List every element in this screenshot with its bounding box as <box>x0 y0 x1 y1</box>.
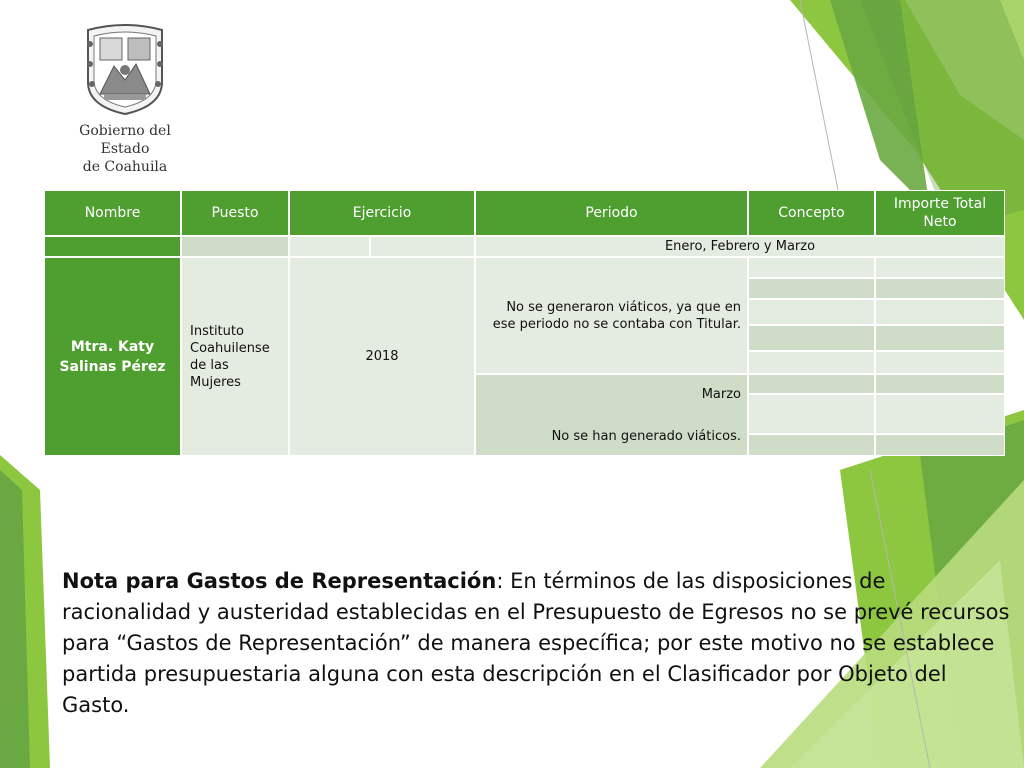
period-row-puesto-cell <box>181 236 289 257</box>
fiscal-year: 2018 <box>289 257 475 456</box>
government-logo <box>60 24 190 176</box>
importe-cell <box>875 278 1005 299</box>
period-note-2: No se han generado viáticos. <box>551 429 741 444</box>
representation-expenses-note <box>62 566 1012 721</box>
concepto-cell <box>748 299 875 325</box>
official-position: Instituto Coahuilense de las Mujeres <box>181 257 289 456</box>
header-importe: Importe Total Neto <box>875 190 1005 236</box>
period-row-name-cell <box>44 236 181 257</box>
concepto-cell <box>748 278 875 299</box>
importe-cell <box>875 351 1005 374</box>
concepto-cell <box>748 257 875 278</box>
logo-line-1: Gobierno del Estado <box>79 123 171 157</box>
concepto-cell <box>748 434 875 456</box>
header-ejercicio: Ejercicio <box>289 190 475 236</box>
concepto-cell <box>748 325 875 351</box>
importe-cell <box>875 257 1005 278</box>
period-month-2: Marzo <box>701 387 741 402</box>
note-title: Nota para Gastos de Representación <box>62 569 497 593</box>
concepto-cell <box>748 394 875 434</box>
period-note-1: No se generaron viáticos, ya que en ese periodo no se contaba con Titular. <box>475 257 748 374</box>
importe-cell <box>875 325 1005 351</box>
period-row-ejercicio-cell-a <box>289 236 370 257</box>
period-row-label: Enero, Febrero y Marzo <box>475 236 1005 257</box>
header-puesto: Puesto <box>181 190 289 236</box>
header-concepto: Concepto <box>748 190 875 236</box>
importe-cell <box>875 434 1005 456</box>
header-periodo: Periodo <box>475 190 748 236</box>
logo-line-2: de Coahuila <box>82 159 168 175</box>
header-nombre: Nombre <box>44 190 181 236</box>
importe-cell <box>875 394 1005 434</box>
note-body: : En términos de las disposiciones de racionalidad y austeridad establecidas en el Presupuesto de Egresos no se prevé recursos para “Gastos de Representación” de manera específica; por este motivo no se establece partida presupuestaria alguna con esta descripción en el Clasificador por Objeto del Gasto. <box>62 569 1010 717</box>
importe-cell <box>875 299 1005 325</box>
coat-of-arms-icon <box>80 24 170 116</box>
concepto-cell <box>748 351 875 374</box>
official-name: Mtra. Katy Salinas Pérez <box>44 257 181 456</box>
importe-cell <box>875 374 1005 394</box>
period-row-ejercicio-cell-b <box>370 236 475 257</box>
concepto-cell <box>748 374 875 394</box>
viaticos-table <box>44 190 1005 456</box>
